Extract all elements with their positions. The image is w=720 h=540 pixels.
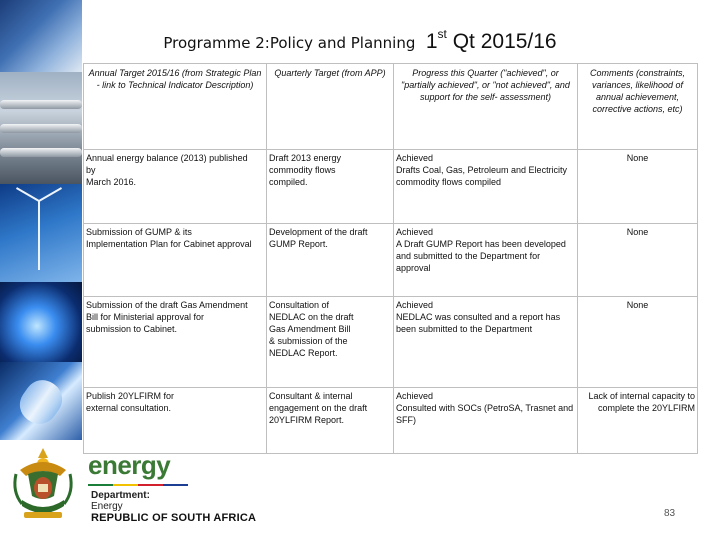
gas-flame-image	[0, 282, 82, 362]
progress-text: Drafts Coal, Gas, Petroleum and Electricity commodity flows compiled	[396, 165, 568, 187]
country-label: REPUBLIC OF SOUTH AFRICA	[91, 512, 257, 524]
progress-text: A Draft GUMP Report has been developed and submitted to the Department for approval	[396, 239, 566, 273]
programme-title: Programme 2:Policy and Planning	[163, 34, 416, 52]
table-row	[84, 297, 698, 388]
pipeline-image	[0, 72, 82, 184]
comments-cell: None	[578, 297, 698, 388]
comments-cell: None	[578, 224, 698, 297]
decorative-image-strip	[0, 0, 82, 440]
progress-text: NEDLAC was consulted and a report has been submitted to the Department	[396, 312, 561, 334]
header-comments: Comments (constraints, variances, likelihood of annual achievement, corrective actions, etc)	[578, 64, 698, 150]
header-annual-target: Annual Target 2015/16 (from Strategic Plan - link to Technical Indicator Description)	[84, 64, 267, 150]
annual-target-cell: Submission of the draft Gas Amendment Bill for Ministerial approval for submission to Cabinet.	[84, 297, 267, 388]
table-row	[84, 150, 698, 224]
table-row	[84, 224, 698, 297]
table-row	[84, 388, 698, 454]
slide-title	[0, 27, 720, 54]
quarterly-target-cell: Consultation of NEDLAC on the draft Gas Amendment Bill & submission of the NEDLAC Report.	[267, 297, 394, 388]
progress-text: Consulted with SOCs (PetroSA, Trasnet and SFF)	[396, 403, 574, 425]
table-header-row	[84, 64, 698, 150]
status-text: Achieved	[396, 227, 434, 237]
progress-cell	[394, 297, 578, 388]
comments-cell: Lack of internal capacity to complete the 20YLFIRM	[578, 388, 698, 454]
annual-target-cell: Submission of GUMP & its Implementation Plan for Cabinet approval	[84, 224, 267, 297]
progress-cell	[394, 224, 578, 297]
department-label: Department: Energy	[91, 490, 150, 512]
status-text: Achieved	[396, 391, 434, 401]
flag-color-bar	[88, 484, 188, 486]
quarterly-target-cell: Draft 2013 energy commodity flows compiled.	[267, 150, 394, 224]
page-number: 83	[664, 508, 676, 519]
annual-target-cell: Annual energy balance (2013) published by March 2016.	[84, 150, 267, 224]
energy-logo-wordmark: energy	[88, 450, 171, 480]
header-quarterly-target: Quarterly Target (from APP)	[267, 64, 394, 150]
status-text: Achieved	[396, 153, 434, 163]
status-text: Achieved	[396, 300, 434, 310]
performance-table	[83, 63, 698, 454]
progress-cell	[394, 388, 578, 454]
comments-cell: None	[578, 150, 698, 224]
annual-target-cell: Publish 20YLFIRM for external consultation.	[84, 388, 267, 454]
header-progress: Progress this Quarter ("achieved", or "partially achieved", or "not achieved", and support for the self- assessment)	[394, 64, 578, 150]
quarter-title: 1st Qt 2015/16	[425, 27, 557, 53]
progress-cell	[394, 150, 578, 224]
quarterly-target-cell: Development of the draft GUMP Report.	[267, 224, 394, 297]
quarterly-target-cell: Consultant & internal engagement on the draft 20YLFIRM Report.	[267, 388, 394, 454]
coat-of-arms-icon	[10, 444, 76, 526]
